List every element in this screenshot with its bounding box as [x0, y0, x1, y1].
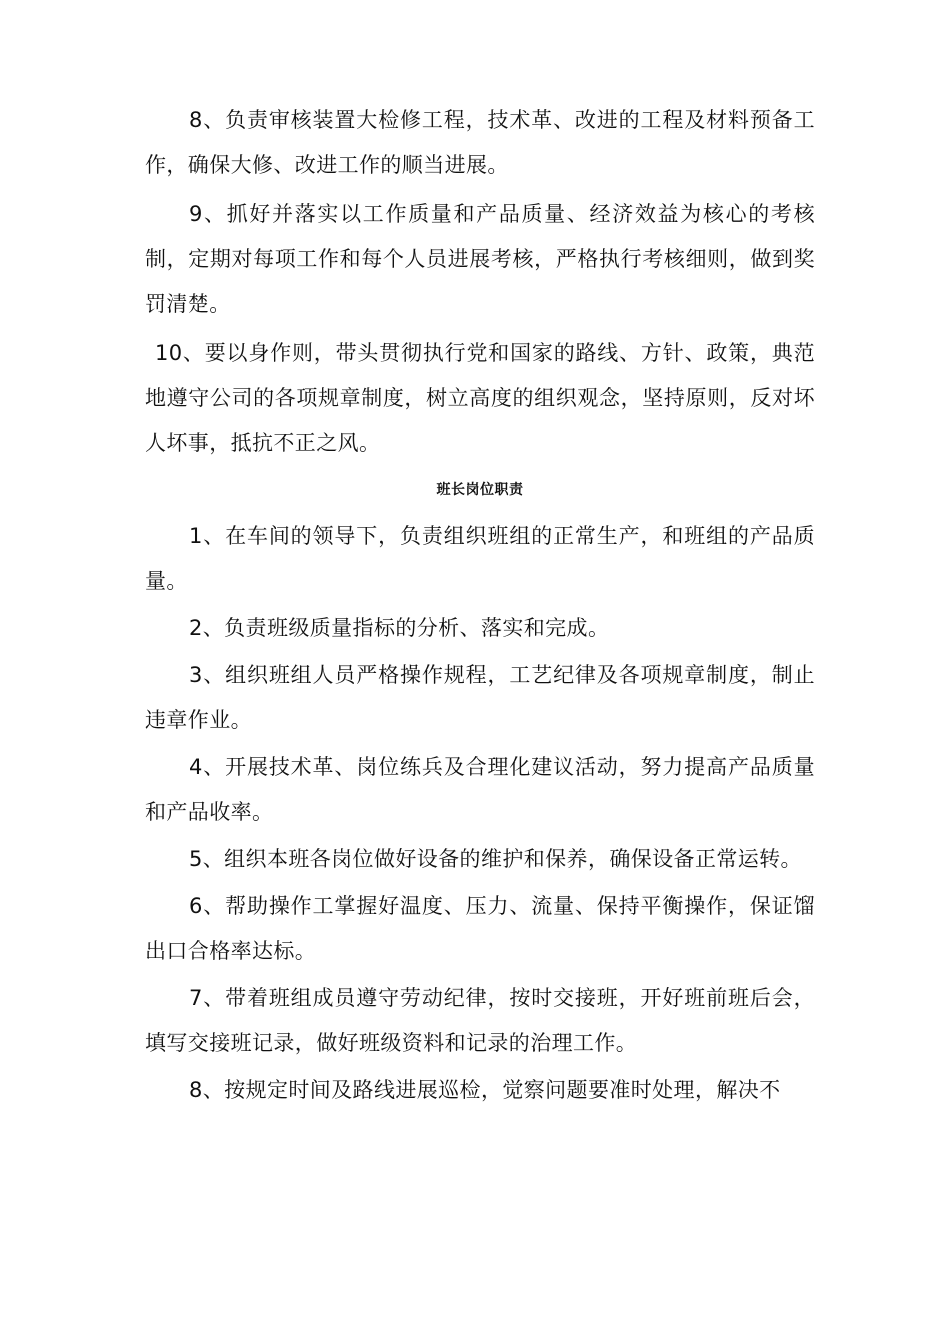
paragraph-item-3: 3、组织班组人员严格操作规程，工艺纪律及各项规章制度，制止违章作业。 [145, 663, 815, 732]
paragraph-item-4: 4、开展技术革、岗位练兵及合理化建议活动，努力提高产品质量和产品收率。 [145, 755, 815, 824]
paragraph-item-7: 7、带着班组成员遵守劳动纪律，按时交接班，开好班前班后会，填写交接班记录，做好班级资料和记录的治理工作。 [145, 986, 815, 1055]
paragraph-item-8: 8、按规定时间及路线进展巡检，觉察问题要准时处理，解决不 [189, 1078, 781, 1102]
paragraph-item-2: 2、负责班级质量指标的分析、落实和完成。 [189, 616, 610, 640]
paragraph-item-1: 1、在车间的领导下，负责组织班组的正常生产，和班组的产品质量。 [145, 524, 815, 593]
paragraph-item-9-director: 9、抓好并落实以工作质量和产品质量、经济效益为核心的考核制，定期对每项工作和每个人员进展考核，严格执行考核细则，做到奖罚清楚。 [145, 202, 815, 316]
paragraph-item-5: 5、组织本班各岗位做好设备的维护和保养，确保设备正常运转。 [189, 847, 802, 871]
paragraph-item-6: 6、帮助操作工掌握好温度、压力、流量、保持平衡操作，保证馏出口合格率达标。 [145, 894, 815, 963]
section-title: 班长岗位职责 [436, 482, 524, 498]
paragraph-item-8-director: 8、负责审核装置大检修工程，技术革、改进的工程及材料预备工作，确保大修、改进工作的顺当进展。 [145, 108, 815, 177]
paragraph-item-10-director: 10、要以身作则，带头贯彻执行党和国家的路线、方针、政策，典范地遵守公司的各项规章制度，树立高度的组织观念，坚持原则，反对坏人坏事，抵抗不正之风。 [145, 341, 815, 455]
document-body [145, 98, 815, 1113]
team-leader-duties [145, 514, 815, 1113]
